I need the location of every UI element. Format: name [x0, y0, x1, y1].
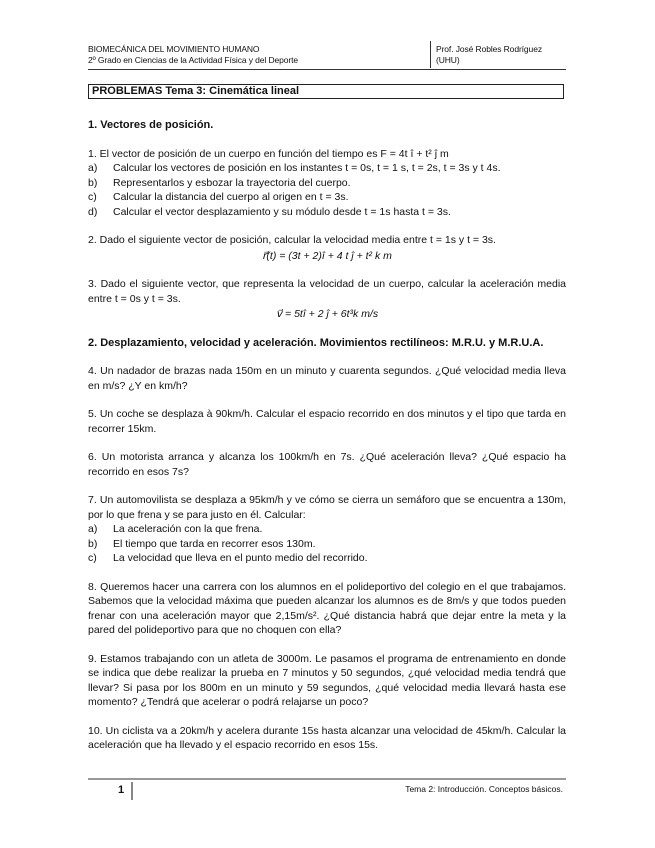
- problem-7-text: 7. Un automovilista se desplaza a 95km/h y ve cómo se cierra un semáforo que se encuentra a 130m, por lo que frena y se para justo en él. Calcular:: [88, 494, 566, 521]
- list-item: b) El tiempo que tarda en recorrer esos 130m.: [88, 537, 316, 550]
- course-info: [88, 44, 424, 66]
- list-item: b) Representarlos y esbozar la trayectoria del cuerpo.: [88, 176, 351, 189]
- problem-5: 5. Un coche se desplaza à 90km/h. Calcular el espacio recorrido en dos minutos y el tipo que tarda en recorrer 15km.: [88, 408, 566, 435]
- problem-3: [88, 277, 566, 322]
- professor-name: Prof. José Robles Rodríguez: [436, 44, 542, 54]
- problem-1-list: [88, 161, 566, 219]
- problem-4: 4. Un nadador de brazas nada 150m en un minuto y cuarenta segundos. ¿Qué velocidad media lleva en m/s? ¿Y en km/h?: [88, 365, 566, 392]
- header-divider: [430, 41, 431, 68]
- problem-1: [88, 147, 566, 220]
- header-rule: [88, 69, 566, 70]
- section-heading-2: 2. Desplazamiento, velocidad y aceleración. Movimientos rectilíneos: M.R.U. y M.R.U.A.: [88, 336, 544, 349]
- problem-7-list: [88, 522, 566, 566]
- course-degree: 2º Grado en Ciencias de la Actividad Física y del Deporte: [88, 55, 299, 65]
- list-item: a) La aceleración con la que frena.: [88, 523, 263, 535]
- list-item: a) Calcular los vectores de posición en los instantes t = 0s, t = 1 s, t = 2s, t = 3s y t 4s.: [88, 162, 501, 174]
- problem-1-text: 1. El vector de posición de un cuerpo en función del tiempo es F = 4t î + t² ĵ m: [88, 147, 449, 160]
- problem-9: 9. Estamos trabajando con un atleta de 3000m. Le pasamos el programa de entrenamiento en donde se indica que debe realizar la prueba en 7 minutos y 50 segundos, ¿qué velocidad media tendrá que llevar? Si pasa por los 800m en un minuto y 59 segundos, ¿qué velocidad media llevará hasta ese momento? ¿Tendrá que acelerar o podrá relajarse un poco?: [88, 652, 566, 708]
- page-header: [88, 44, 566, 66]
- problem-2-formula: r⃗(t) = (3t + 2)î + 4 t ĵ + t² k m: [262, 249, 392, 262]
- problem-2: [88, 233, 566, 263]
- footer-divider: [131, 782, 133, 800]
- list-item: d) Calcular el vector desplazamiento y su módulo desde t = 1s hasta t = 3s.: [88, 205, 451, 218]
- footer-topic: Tema 2: Introducción. Conceptos básicos.: [405, 784, 563, 794]
- problem-2-text: 2. Dado el siguiente vector de posición, calcular la velocidad media entre t = 1s y t = 3s.: [88, 234, 496, 246]
- list-item: c) La velocidad que lleva en el punto medio del recorrido.: [88, 552, 368, 564]
- page-number: 1: [118, 784, 125, 796]
- list-item: c) Calcular la distancia del cuerpo al origen en t = 3s.: [88, 191, 349, 203]
- problem-6: 6. Un motorista arranca y alcanza los 100km/h en 7s. ¿Qué aceleración lleva? ¿Qué espacio ha recorrido en esos 7s?: [88, 451, 566, 478]
- problem-8: 8. Queremos hacer una carrera con los alumnos en el polideportivo del colegio en el que trabajamos. Sabemos que la velocidad máxima que pueden alcanzar los alumnos es de 8m/s y que todos pueden frenar con una aceleración mayor que 2,15m/s². ¿Qué distancia habrá que dejar entre la meta y la pared del polideportivo para que no choquen con ella?: [88, 580, 566, 636]
- problem-3-text: 3. Dado el siguiente vector, que representa la velocidad de un cuerpo, calcular la aceleración media entre t = 0s y t = 3s.: [88, 278, 566, 305]
- document-body: [88, 118, 566, 753]
- professor-info: [436, 44, 568, 66]
- university: (UHU): [436, 55, 460, 65]
- problem-7: [88, 493, 566, 566]
- problem-10: 10. Un ciclista va a 20km/h y acelera durante 15s hasta alcanzar una velocidad de 45km/h. Calcular la aceleración que ha llevado y el espacio recorrido en esos 15s.: [88, 724, 566, 751]
- course-title: BIOMECÁNICA DEL MOVIMIENTO HUMANO: [88, 44, 260, 54]
- footer-rule: [88, 778, 566, 780]
- problem-3-formula: v⃗ = 5tî + 2 ĵ + 6t³k m/s: [275, 308, 379, 320]
- section-heading-1: 1. Vectores de posición.: [88, 119, 214, 131]
- document-title: PROBLEMAS Tema 3: Cinemática lineal: [88, 84, 564, 99]
